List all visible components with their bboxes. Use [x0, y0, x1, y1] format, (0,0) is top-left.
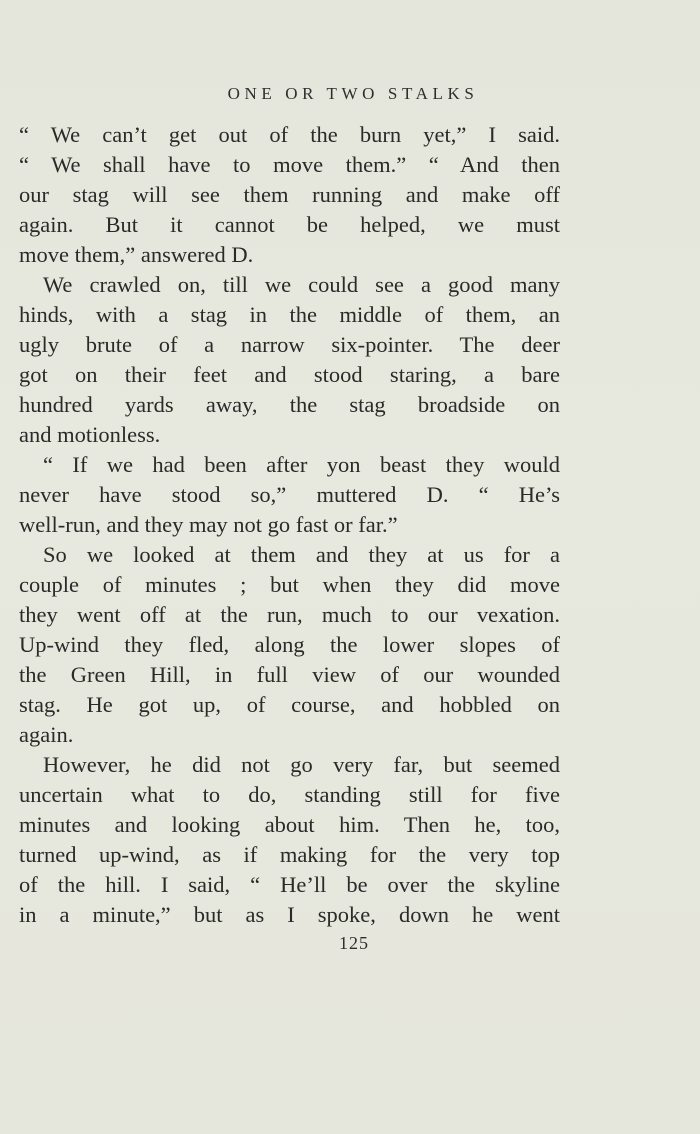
- text-line: move them,” answered D.: [19, 242, 254, 267]
- text-line: minutes and looking about him. Then he, too,: [19, 812, 560, 837]
- text-line: ugly brute of a narrow six-pointer. The deer: [19, 332, 560, 357]
- text-line: “ If we had been after yon beast they would: [43, 452, 560, 477]
- text-line: So we looked at them and they at us for a: [43, 542, 560, 567]
- text-line: got on their feet and stood staring, a bare: [19, 362, 560, 387]
- text-line: We crawled on, till we could see a good many: [43, 272, 560, 297]
- text-line: Up-wind they fled, along the lower slopes of: [19, 632, 560, 657]
- text-line: and motionless.: [19, 422, 161, 447]
- text-line: couple of minutes ; but when they did move: [19, 572, 560, 597]
- body-text: [19, 120, 560, 930]
- text-line: again. But it cannot be helped, we must: [19, 212, 560, 237]
- text-line: hinds, with a stag in the middle of them, an: [19, 302, 560, 327]
- text-line: stag. He got up, of course, and hobbled on: [19, 692, 560, 717]
- text-line: “ We can’t get out of the burn yet,” I said.: [19, 122, 560, 147]
- page-number: 125: [339, 933, 369, 953]
- text-line: hundred yards away, the stag broadside on: [19, 392, 560, 417]
- text-line: our stag will see them running and make off: [19, 182, 560, 207]
- text-line: again.: [19, 722, 74, 747]
- text-line: never have stood so,” muttered D. “ He’s: [19, 482, 560, 507]
- text-line: However, he did not go very far, but seemed: [43, 752, 560, 777]
- running-header: ONE OR TWO STALKS: [227, 84, 479, 103]
- text-line: they went off at the run, much to our vexation.: [19, 602, 560, 627]
- text-line: uncertain what to do, standing still for five: [19, 782, 560, 807]
- text-line: of the hill. I said, “ He’ll be over the skyline: [19, 872, 560, 897]
- text-line: well-run, and they may not go fast or far.”: [19, 512, 398, 537]
- text-line: “ We shall have to move them.” “ And then: [19, 152, 560, 177]
- text-line: in a minute,” but as I spoke, down he went: [19, 902, 560, 927]
- text-line: turned up-wind, as if making for the very top: [19, 842, 560, 867]
- text-line: the Green Hill, in full view of our wounded: [19, 662, 560, 687]
